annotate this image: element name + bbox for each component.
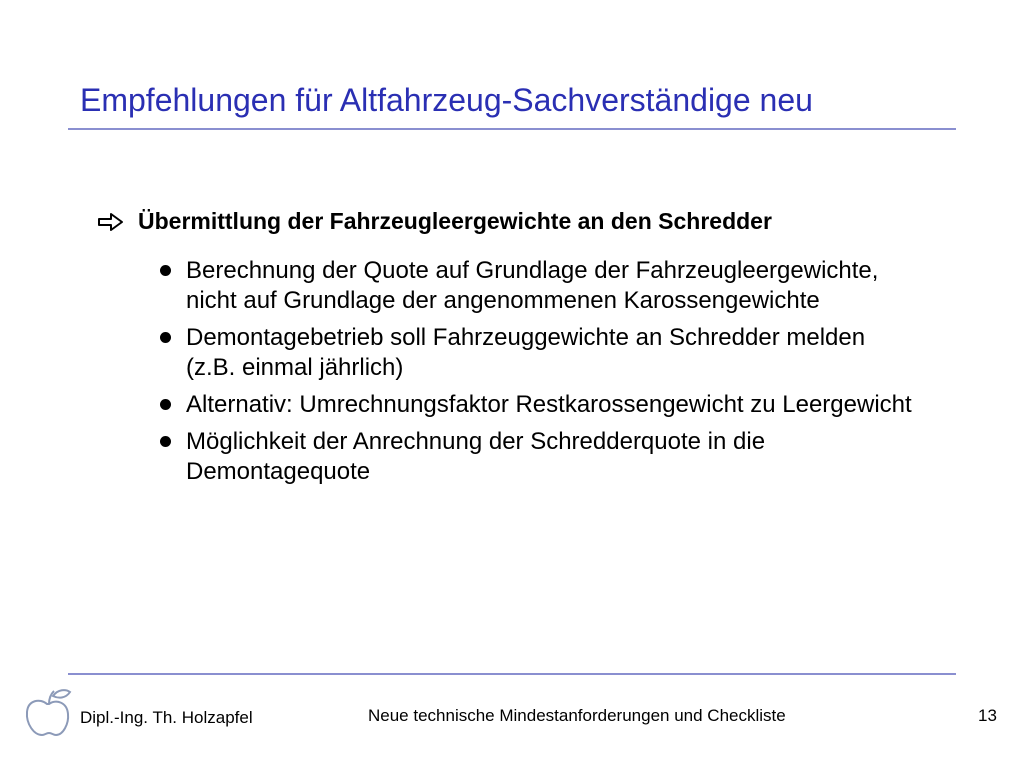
page-number: 13 xyxy=(978,706,997,725)
bullet-text: Alternativ: Umrechnungsfaktor Restkarossengewicht zu Leergewicht xyxy=(186,391,912,418)
main-point-text: Übermittlung der Fahrzeugleergewichte an den Schredder xyxy=(138,208,772,234)
bullet-icon xyxy=(160,436,171,447)
bullet-icon xyxy=(160,265,171,276)
arrow-right-outline-icon xyxy=(96,210,126,234)
list-item xyxy=(160,256,920,316)
list-item xyxy=(160,390,920,420)
main-point xyxy=(96,208,772,235)
apple-outline-icon xyxy=(20,686,76,738)
bullet-icon xyxy=(160,332,171,343)
list-item xyxy=(160,323,920,383)
footer-author: Dipl.-Ing. Th. Holzapfel xyxy=(80,708,253,727)
footer-divider xyxy=(68,673,956,675)
slide-title: Empfehlungen für Altfahrzeug-Sachverständige neu xyxy=(80,82,813,118)
list-item xyxy=(160,427,920,487)
bullet-text: Demontagebetrieb soll Fahrzeuggewichte an Schredder melden (z.B. einmal jährlich) xyxy=(186,324,866,381)
bullet-list xyxy=(160,256,920,494)
bullet-text: Berechnung der Quote auf Grundlage der Fahrzeugleergewichte, nicht auf Grundlage der angenommenen Karossengewichte xyxy=(186,257,879,314)
title-divider xyxy=(68,128,956,130)
footer-title: Neue technische Mindestanforderungen und Checkliste xyxy=(368,706,786,725)
bullet-icon xyxy=(160,399,171,410)
bullet-text: Möglichkeit der Anrechnung der Schredderquote in die Demontagequote xyxy=(186,428,766,485)
